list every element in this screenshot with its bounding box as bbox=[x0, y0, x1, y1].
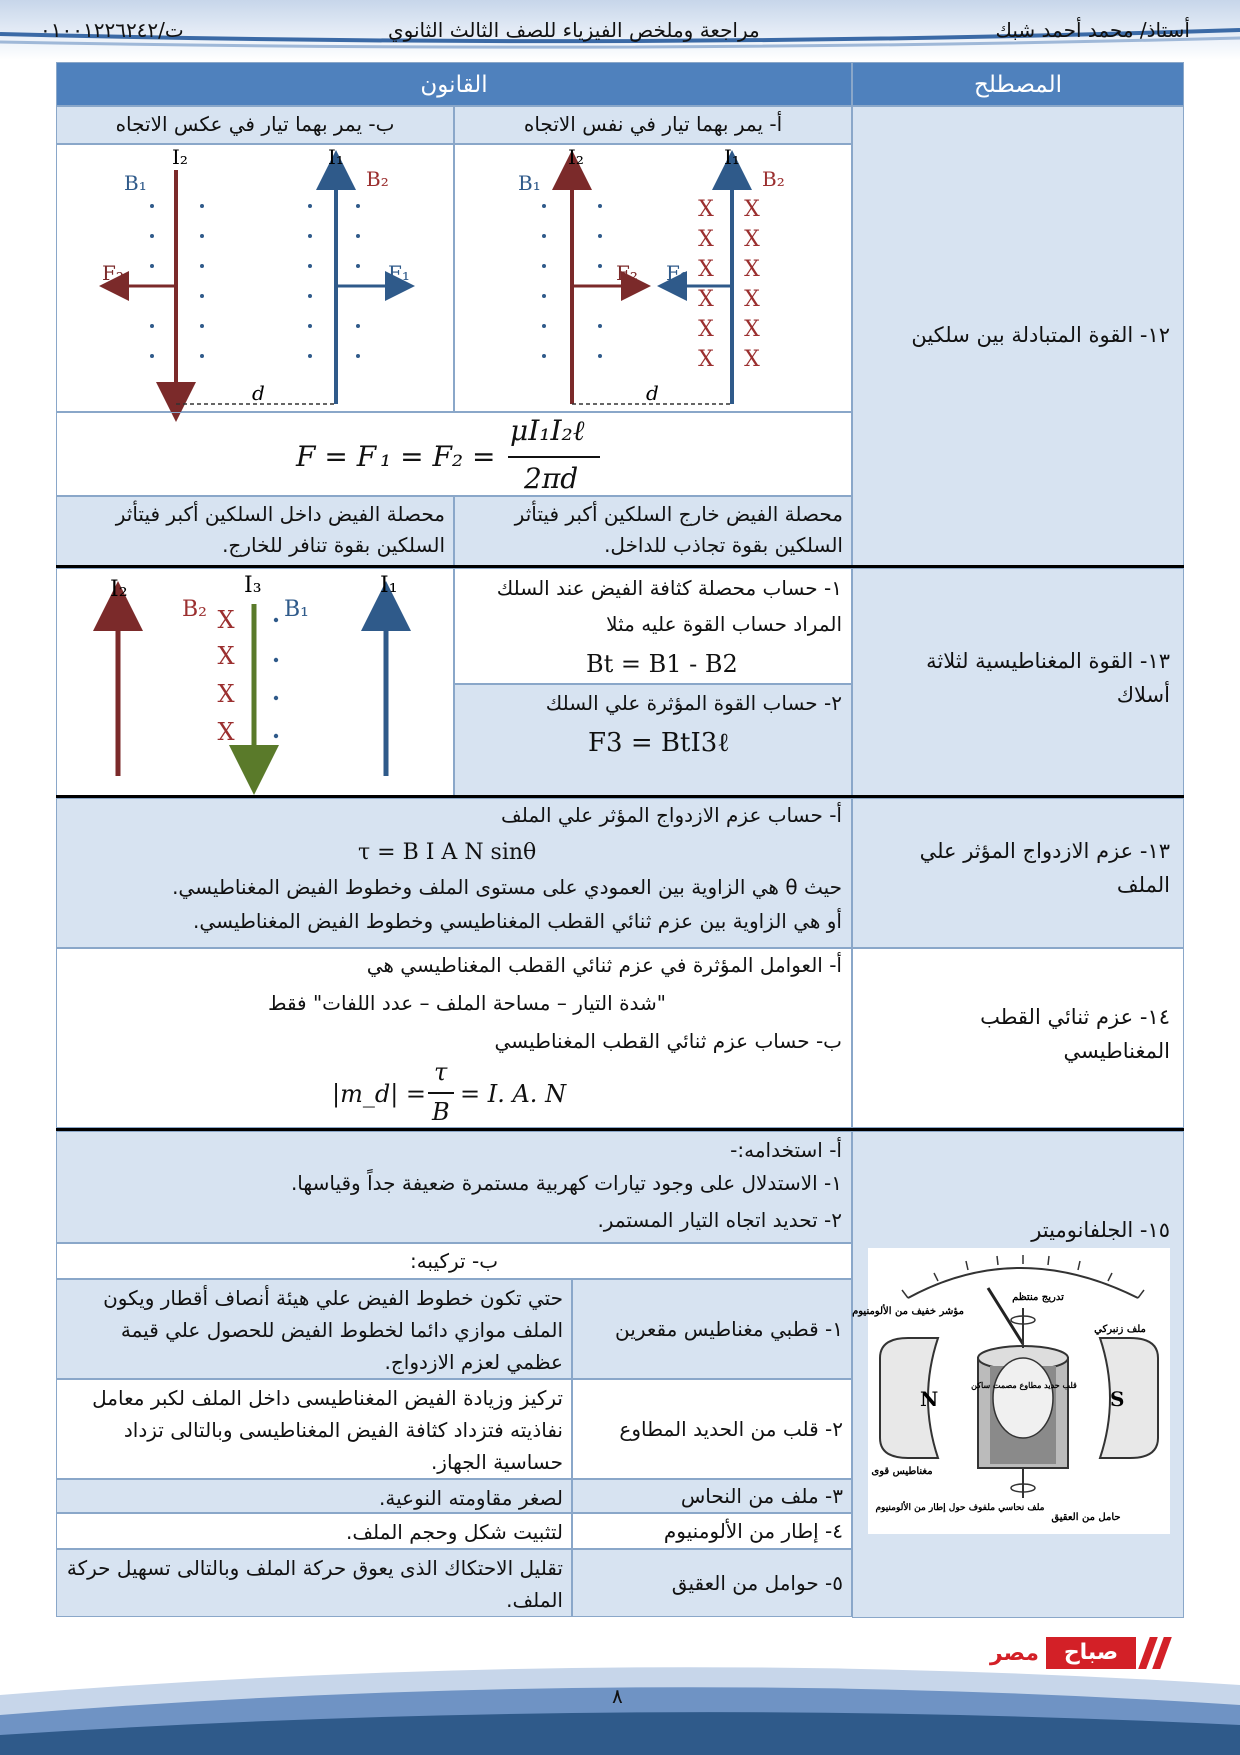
part-purpose: حتي تكون خطوط الفيض علي هيئة أنصاف أقطار ويكون الملف موازي دائما لخطوط الفيض للحصول علي قيمة عظمي لعزم الازدواج. bbox=[56, 1279, 572, 1379]
row13-step2: ٢- حساب القوة المؤثرة علي السلك bbox=[545, 691, 842, 715]
svg-text:X: X bbox=[744, 317, 760, 342]
label-i2: I₂ bbox=[110, 577, 128, 602]
b2-crosses bbox=[217, 606, 234, 746]
label-S: S bbox=[1110, 1387, 1125, 1411]
row13-term: ١٣- القوة المغناطيسية لثلاثة أسلاك bbox=[926, 649, 1170, 707]
label-i1: I₁ bbox=[328, 145, 344, 169]
row14-line2: "شدة التيار – مساحة الملف – عدد اللفات" فقط bbox=[267, 991, 666, 1015]
label-f2: F₂ bbox=[102, 261, 124, 285]
label-i1: I₁ bbox=[380, 573, 398, 598]
label-magnet: مغناطيس قوى bbox=[871, 1466, 933, 1477]
row13b-term: ١٣- عزم الازدواج المؤثر علي الملف bbox=[919, 839, 1170, 897]
part-name: ١- قطبي مغناطيس مقعرين bbox=[572, 1279, 852, 1379]
formula-lhs: F = F bbox=[296, 440, 377, 473]
svg-text:X: X bbox=[698, 317, 714, 342]
label-i2: I₂ bbox=[568, 145, 584, 169]
label-b2: B₂ bbox=[366, 167, 389, 191]
svg-text:X: X bbox=[744, 287, 760, 312]
row14-eq-num: τ bbox=[434, 1058, 448, 1086]
label-i3: I₃ bbox=[244, 573, 262, 598]
row14-eq-den: B bbox=[432, 1098, 450, 1126]
site-logo bbox=[990, 1635, 1190, 1675]
svg-text:X: X bbox=[698, 197, 714, 222]
svg-text:X: X bbox=[217, 606, 235, 634]
label-f1: F₁ bbox=[666, 261, 688, 285]
row14-line3: ب- حساب عزم ثنائي القطب المغناطيسي bbox=[494, 1029, 842, 1053]
label-b2: B₂ bbox=[182, 597, 207, 622]
label-b1: B₁ bbox=[124, 171, 147, 195]
label-i2: I₂ bbox=[172, 145, 188, 169]
label-d: d bbox=[646, 381, 659, 405]
formula-fraction-bar bbox=[508, 456, 600, 458]
part-name: ٥- حوامل من العقيق bbox=[572, 1549, 852, 1617]
svg-text:X: X bbox=[698, 227, 714, 252]
svg-text:X: X bbox=[744, 227, 760, 252]
label-scale: تدريج منتظم bbox=[1012, 1292, 1064, 1303]
label-N: N bbox=[920, 1387, 939, 1411]
row14-eq-rhs: = I. A. N bbox=[460, 1080, 567, 1108]
formula-denominator: 2πd bbox=[524, 462, 579, 495]
row13b-line1: أ- حساب عزم الازدواج المؤثر علي الملف bbox=[501, 803, 842, 827]
svg-text:X: X bbox=[217, 680, 235, 708]
label-f2: F₂ bbox=[616, 261, 638, 285]
row14-fraction-bar bbox=[428, 1092, 454, 1094]
document-title: مراجعة وملخص الفيزياء للصف الثالث الثانوي bbox=[388, 18, 760, 42]
label-coil: ملف نحاسي ملفوف حول إطار من الألومنيوم bbox=[875, 1503, 1045, 1513]
galvanometer-figure bbox=[852, 1248, 1170, 1534]
b1-dots bbox=[274, 618, 278, 738]
row13b-eq: τ = B I A N sinθ bbox=[358, 840, 537, 865]
logo-word-a: صباح bbox=[1046, 1637, 1136, 1669]
row13-eq1: Bt = B1 - B2 bbox=[586, 650, 738, 678]
row12-case-b: ب- يمر بهما تيار في عكس الاتجاه bbox=[56, 106, 454, 144]
part-purpose: لصغر مقاومته النوعية. bbox=[56, 1479, 572, 1513]
formula-numerator: μI₁I₂ℓ bbox=[510, 414, 585, 447]
row12-note-a: محصلة الفيض خارج السلكين أكبر فيتأثر السلكين بقوة تجاذب للداخل. bbox=[454, 496, 852, 566]
part-name: ٤- إطار من الألومنيوم bbox=[572, 1513, 852, 1549]
label-d: d bbox=[252, 381, 265, 405]
label-b2: B₂ bbox=[762, 167, 785, 191]
col-term-header: المصطلح bbox=[852, 62, 1184, 106]
row15-use2: ٢- تحديد اتجاه التيار المستمر. bbox=[597, 1208, 842, 1232]
svg-text:X: X bbox=[744, 257, 760, 282]
row13-three-wires-figure bbox=[58, 570, 452, 794]
row12-figure-opposite-direction bbox=[58, 146, 452, 410]
iron-core bbox=[993, 1358, 1053, 1438]
svg-text:X: X bbox=[217, 642, 235, 670]
col-law-header: القانون bbox=[56, 62, 852, 106]
page-number: ٨ bbox=[612, 1684, 623, 1708]
part-purpose: لتثبيت شكل وحجم الملف. bbox=[56, 1513, 572, 1549]
label-i1: I₁ bbox=[724, 145, 740, 169]
part-name: ٣- ملف من النحاس bbox=[572, 1479, 852, 1513]
row12-case-a: أ- يمر بهما تيار في نفس الاتجاه bbox=[454, 106, 852, 144]
svg-text:X: X bbox=[744, 347, 760, 372]
label-jewel: حامل من العقيق bbox=[1051, 1512, 1121, 1523]
part-purpose: تركيز وزيادة الفيض المغناطيسى داخل الملف لكبر معامل نفاذيته فتزداد كثافة الفيض المغناطيسى وبالتالى تزداد حساسية الجهاز. bbox=[56, 1379, 572, 1479]
row14-eq-lhs: |m_d| = bbox=[332, 1080, 427, 1108]
svg-text:X: X bbox=[744, 197, 760, 222]
svg-text:X: X bbox=[698, 257, 714, 282]
svg-text:X: X bbox=[217, 718, 235, 746]
label-spring: ملف زنبركي bbox=[1094, 1324, 1146, 1335]
row12-term: ١٢- القوة المتبادلة بين سلكين bbox=[911, 323, 1170, 347]
row13b-line2: حيث θ هي الزاوية بين العمودي على مستوى الملف وخطوط الفيض المغناطيسي. bbox=[172, 875, 842, 899]
row12-note-b: محصلة الفيض داخل السلكين أكبر فيتأثر السلكين بقوة تنافر للخارج. bbox=[56, 496, 454, 566]
formula-mid: ₁ = F₂ = bbox=[380, 440, 496, 473]
row14-line1: أ- العوامل المؤثرة في عزم ثنائي القطب المغناطيسي هي bbox=[366, 953, 842, 977]
row13-eq2: F3 = BtI3ℓ bbox=[588, 728, 730, 758]
row15-term: ١٥- الجلفانوميتر bbox=[1031, 1218, 1170, 1242]
svg-text:X: X bbox=[698, 347, 714, 372]
phone-number: ت/٠١٠٠١٢٢٦٢٤٢ bbox=[40, 18, 184, 42]
row15-use1: ١- الاستدلال على وجود تيارات كهربية مستمرة ضعيفة جداً وقياسها. bbox=[290, 1171, 842, 1195]
row13b-line3: أو هي الزاوية بين عزم ثنائي القطب المغناطيسي وخطوط الفيض المغناطيسي. bbox=[193, 909, 842, 933]
field-dots bbox=[150, 204, 360, 358]
part-name: ٢- قلب من الحديد المطاوع bbox=[572, 1379, 852, 1479]
row13-step1: ١- حساب محصلة كثافة الفيض عند السلك المراد حساب القوة عليه مثلا bbox=[496, 576, 842, 636]
row15-use-title: أ- استخدامه:- bbox=[730, 1138, 842, 1162]
row15-build-title: ب- تركيبه: bbox=[56, 1243, 852, 1279]
label-pointer: مؤشر خفيف من الألومنيوم bbox=[852, 1306, 964, 1317]
label-f1: F₁ bbox=[388, 261, 410, 285]
label-b1: B₁ bbox=[284, 597, 309, 622]
part-purpose: تقليل الاحتكاك الذى يعوق حركة الملف وبالتالى تسهيل حركة الملف. bbox=[56, 1549, 572, 1617]
teacher-name: أستاذ/ محمد أحمد شبك bbox=[995, 18, 1190, 42]
label-b1: B₁ bbox=[518, 171, 541, 195]
svg-text:X: X bbox=[698, 287, 714, 312]
row12-figure-same-direction bbox=[456, 146, 850, 410]
logo-word-b: مصر bbox=[990, 1641, 1039, 1666]
row14-term: ١٤- عزم ثنائي القطب المغناطيسي bbox=[980, 1005, 1170, 1063]
label-core: قلب حديد مطاوع مصمت ساكن bbox=[971, 1380, 1077, 1390]
